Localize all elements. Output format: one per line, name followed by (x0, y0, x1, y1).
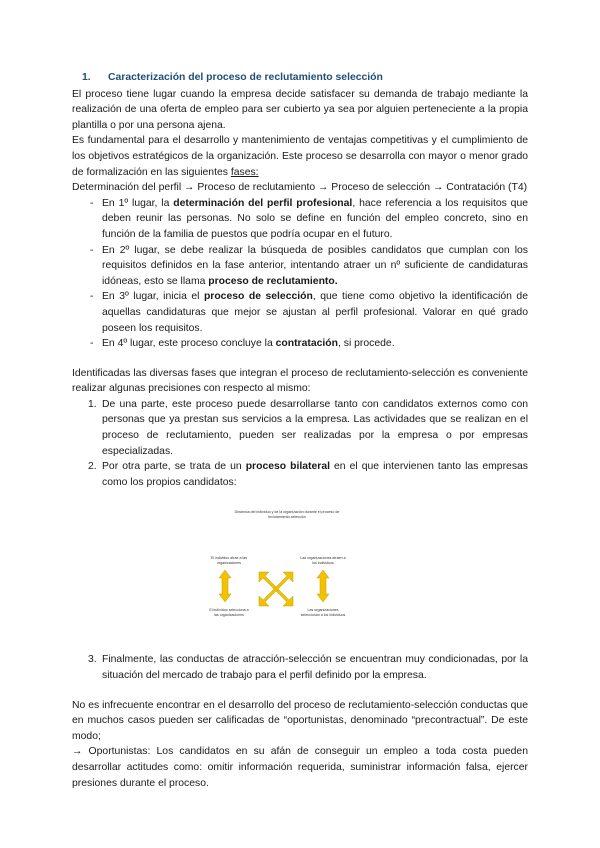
list-dash: - (90, 291, 94, 303)
item-number: 3. (88, 654, 97, 666)
numbered-item-text: Finalmente, las conductas de atracción-selección se encuentran muy condicionadas, por la situación del mercado de trabajo para el perfil definido por la empresa. (102, 654, 528, 682)
intro-paragraph-2 (72, 133, 528, 180)
numbered-item (72, 459, 528, 490)
list-dash: - (90, 197, 94, 209)
item-number: 1. (88, 398, 97, 410)
numbered-item-text: De una parte, este proceso puede desarrollarse tanto con candidatos externos como con personas que ya prestan sus servicios a la empresa. Las actividades que se realizan en el proceso de reclutamiento, pueden ser realizadas por la empresa o por empresas especializadas. (102, 398, 528, 457)
points-list (72, 397, 528, 491)
list-item-bold: proceso de reclutamiento. (208, 275, 338, 287)
spacer (72, 684, 528, 698)
closing-paragraph-1: No es infrecuente encontrar en el desarrollo del proceso de reclutamiento-selección conductas que en muchos casos pueden ser calificadas de “oportunistas, denominado “precontractual”. De este modo; (72, 699, 528, 742)
list-item-text: , que tiene como objetivo la identificación de aquellas candidaturas que mejor se ajustan al perfil profesional. Valorar en qué grado poseen los requisitos. (102, 291, 528, 334)
diagram-bottom-left-label: El individuo selecciona a las organizaciones (209, 608, 249, 617)
item-number: 2. (88, 461, 97, 473)
diagram-title: Dinámica del individuo y de la organización durante el proceso de reclutamiento-selección (234, 510, 340, 519)
heading-number: 1. (82, 72, 91, 83)
list-item (72, 196, 528, 243)
list-item-text: En 3º lugar, inicia el (102, 291, 204, 303)
list-item-bold: determinación del perfil profesional (173, 197, 353, 209)
heading-title: Caracterización del proceso de reclutamiento selección (108, 72, 383, 83)
diagram-top-right-label: Las organizaciones atraen a los individuos (300, 556, 346, 565)
points-list-continued (72, 652, 528, 683)
list-item-text: En 1º lugar, la (102, 197, 174, 209)
middle-paragraph: Identificadas las diversas fases que integran el proceso de reclutamiento-selección es conveniente realizar algunas precisiones con respecto al mismo: (72, 367, 528, 395)
list-item-bold: contratación (275, 338, 338, 350)
list-dash: - (90, 244, 94, 256)
phases-list (72, 196, 528, 352)
diagram-bottom-right-label: Las organizaciones seleccionan a los individuos (300, 608, 346, 617)
intro-paragraph-2-text: Es fundamental para el desarrollo y mantenimiento de ventajas competitivas y el cumplimiento de los objetivos estratégicos de la organización. Este proceso se desarrolla con mayor o menor grado de formalización en las siguientes (72, 135, 528, 178)
numbered-item-text: Por otra parte, se trata de un (102, 461, 246, 473)
diagram-arrows (207, 508, 367, 638)
bilateral-process-diagram (207, 508, 367, 638)
list-item (72, 243, 528, 290)
closing-paragraph-2: → Oportunistas: Los candidatos en su afán de conseguir un empleo a toda costa pueden desarrollar actitudes como: omitir información requerida, suministrar información falsa, ejercer presiones durante el proceso. (72, 746, 528, 789)
document-page (72, 70, 528, 791)
numbered-item (72, 652, 528, 683)
left-double-arrow (219, 570, 231, 602)
list-item-text: , hace referencia a los requisitos que deben reunir las personas. No solo se define en función del empleo concreto, sino en función de la familia de puestos que podría ocupar en el futuro. (102, 197, 529, 240)
list-item (72, 336, 528, 352)
numbered-item-text: en el que intervienen tanto las empresas como los propios candidatos: (102, 461, 528, 488)
right-double-arrow (317, 570, 329, 602)
spacer (72, 352, 528, 366)
list-item-text: , si procede. (337, 338, 395, 350)
phase-sequence: Determinación del perfil → Proceso de reclutamiento → Proceso de selección → Contratación (T4) (72, 182, 528, 194)
numbered-item (72, 397, 528, 459)
numbered-item-bold: proceso bilateral (245, 461, 330, 473)
fases-link: fases: (230, 166, 259, 178)
list-item (72, 289, 528, 336)
cross-arrows (259, 572, 293, 606)
list-item-text: En 4º lugar, este proceso concluye la (102, 338, 276, 350)
diagram-top-left-label: El individuo atrae a las organizaciones (210, 556, 248, 565)
list-item-bold: proceso de selección (203, 291, 313, 303)
list-dash: - (90, 338, 94, 350)
section-heading (82, 70, 528, 86)
list-item-text: En 2º lugar, se debe realizar la búsqueda de posibles candidatos que cumplan con los requisitos definidos en la fase anterior, intentando atraer un nº suficiente de candidaturas idóneas, esto se llama (102, 244, 528, 287)
intro-paragraph-1: El proceso tiene lugar cuando la empresa decide satisfacer su demanda de trabajo mediante la realización de una oferta de empleo para ser cubierto ya sea por alguien perteneciente a la propia plantilla o por una persona ajena. (72, 88, 528, 131)
